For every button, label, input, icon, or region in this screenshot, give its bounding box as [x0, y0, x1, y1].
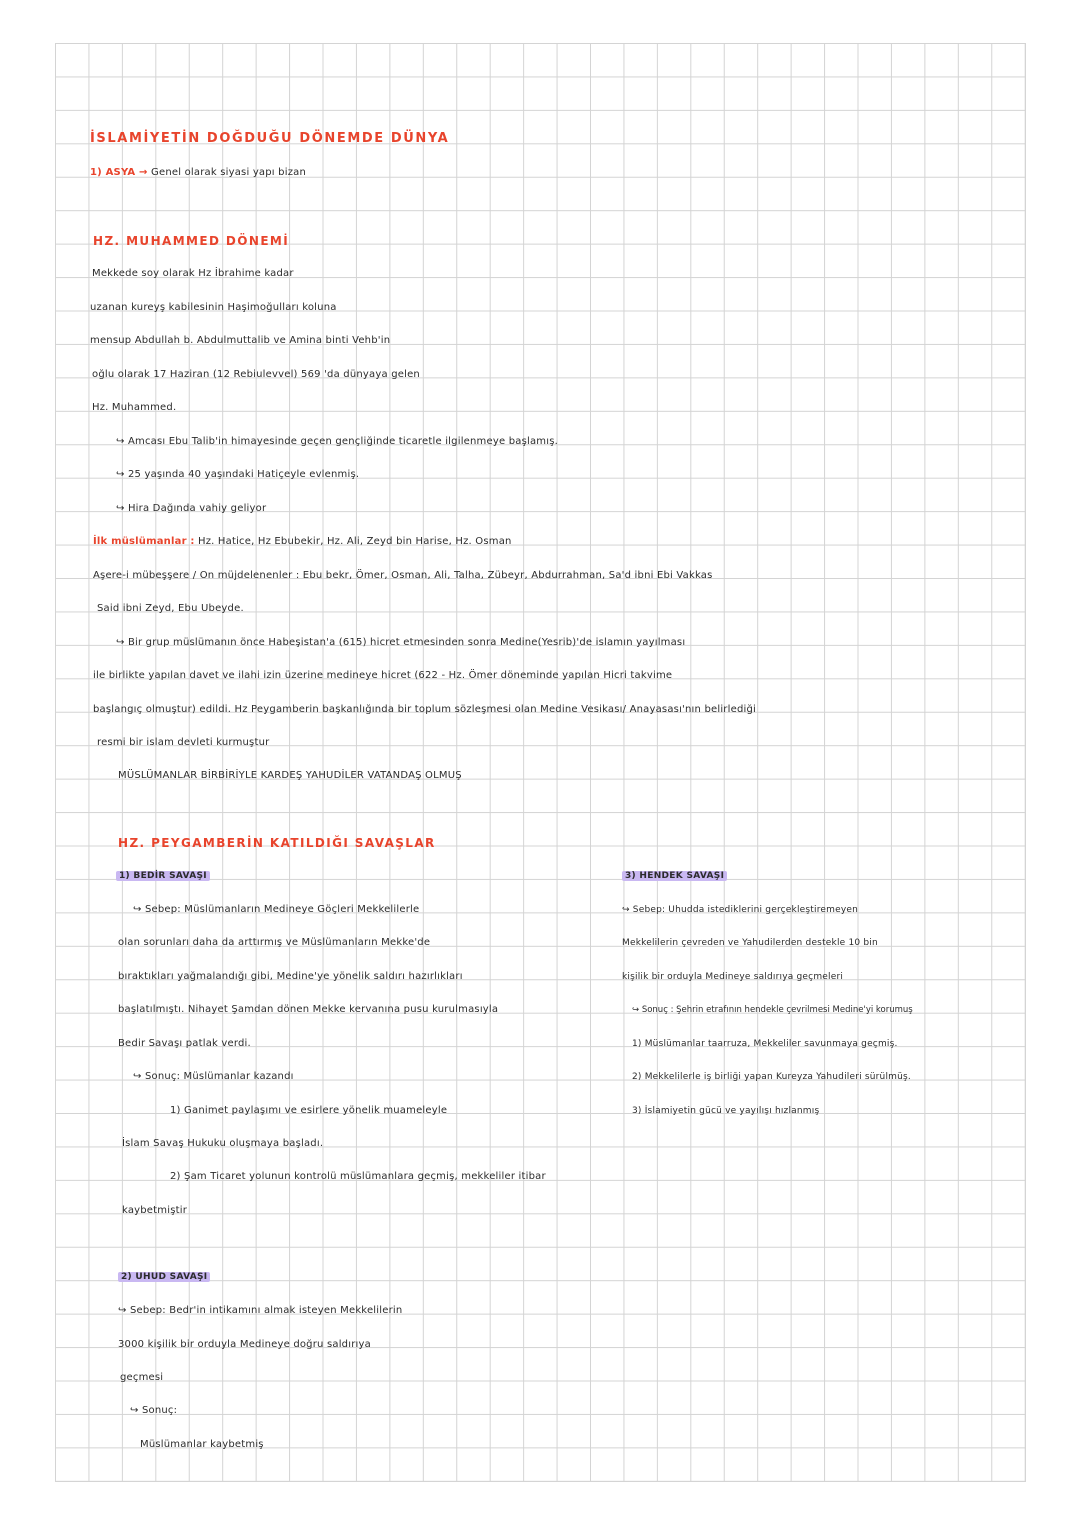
hendek-line: kişilik bir orduyla Medineye saldırıya geçmeleri — [622, 972, 844, 982]
bedir-line: başlatılmıştı. Nihayet Şamdan dönen Mekke kervanına pusu kurulmasıyla — [118, 1004, 499, 1015]
uhud-title: 2) UHUD SAVAŞI — [118, 1272, 210, 1282]
page-title: İSLAMİYETİN DOĞDUĞU DÖNEMDE DÜNYA — [90, 131, 450, 146]
uhud-line: 3000 kişilik bir orduyla Medineye doğru saldırıya — [118, 1339, 371, 1350]
uhud-line: geçmesi — [120, 1372, 164, 1383]
wars-heading: HZ. PEYGAMBERİN KATILDIĞI SAVAŞLAR — [118, 836, 436, 850]
asere-line: Aşere-i mübeşşere / On müjdelenenler : Ebu bekr, Ömer, Osman, Ali, Talha, Zübeyr, Abdurrahman, Sa'd ibni Ebi Vakkas — [93, 570, 713, 581]
bio-line: mensup Abdullah b. Abdulmuttalib ve Amina binti Vehb'in — [90, 335, 391, 346]
bedir-line: 2) Şam Ticaret yolunun kontrolü müslümanlara geçmiş, mekkeliler itibar — [170, 1171, 546, 1182]
bio-line: Mekkede soy olarak Hz İbrahime kadar — [92, 268, 294, 279]
bedir-line: Bedir Savaşı patlak verdi. — [118, 1038, 251, 1049]
ilk-muslumanlar-line — [93, 536, 512, 548]
asya-label: 1) ASYA → — [90, 167, 148, 178]
bedir-line: olan sorunları daha da arttırmış ve Müslümanların Mekke'de — [118, 937, 431, 948]
hicret-line: ile birlikte yapılan davet ve ilahi izin üzerine medineye hicret (622 - Hz. Ömer döneminde yapılan Hicri takvime — [93, 670, 673, 681]
muhammed-heading: HZ. MUHAMMED DÖNEMİ — [93, 234, 290, 248]
asya-text: Genel olarak siyasi yapı bizan — [151, 167, 307, 178]
hendek-line: ↪ Sebep: Uhudda istediklerini gerçekleştiremeyen — [622, 905, 859, 915]
bedir-line: ↪ Sonuç: Müslümanlar kazandı — [133, 1071, 294, 1082]
ilk-muslumanlar-label: İlk müslümanlar : — [93, 536, 195, 547]
hicret-line: başlangıç olmuştur) edildi. Hz Peygamberin başkanlığında bir toplum sözleşmesi olan Medine Vesikası/ Anayasası'nın belirlediği — [93, 704, 756, 715]
bio-bullet: ↪ 25 yaşında 40 yaşındaki Hatiçeyle evlenmiş. — [116, 469, 360, 480]
bio-line: uzanan kureyş kabilesinin Haşimoğulları koluna — [90, 302, 337, 313]
hendek-line: 3) İslamiyetin gücü ve yayılışı hızlanmış — [632, 1106, 820, 1116]
hicret-line: resmi bir islam devleti kurmuştur — [97, 737, 270, 748]
hendek-line: Mekkelilerin çevreden ve Yahudilerden destekle 10 bin — [622, 938, 878, 948]
bedir-line: bıraktıkları yağmalandığı gibi, Medine'ye yönelik saldırı hazırlıkları — [118, 971, 463, 982]
bedir-line: 1) Ganimet paylaşımı ve esirlere yönelik muameleyle — [170, 1105, 448, 1116]
hendek-line: 2) Mekkelilerle iş birliği yapan Kureyza Yahudileri sürülmüş. — [632, 1072, 911, 1082]
bio-bullet: ↪ Hira Dağında vahiy geliyor — [116, 503, 267, 514]
hendek-line: ↪ Sonuç : Şehrin etrafının hendekle çevrilmesi Medine'yi korumuş — [632, 1005, 913, 1015]
uhud-line: ↪ Sebep: Bedr'in intikamını almak isteyen Mekkelilerin — [118, 1305, 403, 1316]
bedir-line: ↪ Sebep: Müslümanların Medineye Göçleri Mekkelilerle — [133, 904, 420, 915]
asere-line: Said ibni Zeyd, Ebu Ubeyde. — [97, 603, 244, 614]
hendek-title: 3) HENDEK SAVAŞI — [622, 871, 727, 881]
asya-line — [90, 167, 306, 179]
hendek-line: 1) Müslümanlar taarruza, Mekkeliler savunmaya geçmiş. — [632, 1039, 898, 1049]
bio-line: oğlu olarak 17 Haziran (12 Rebiulevvel) 569 'da dünyaya gelen — [92, 369, 420, 380]
uhud-line: Müslümanlar kaybetmiş — [140, 1439, 264, 1450]
bedir-title: 1) BEDİR SAVAŞI — [116, 871, 210, 881]
grid-paper — [55, 43, 1026, 1482]
bedir-line: kaybetmiştir — [122, 1205, 188, 1216]
hicret-line: MÜSLÜMANLAR BİRBİRİYLE KARDEŞ YAHUDİLER VATANDAŞ OLMUŞ — [118, 770, 462, 781]
ilk-muslumanlar-text: Hz. Hatice, Hz Ebubekir, Hz. Ali, Zeyd bin Harise, Hz. Osman — [197, 536, 512, 547]
bio-bullet: ↪ Amcası Ebu Talib'in himayesinde geçen gençliğinde ticaretle ilgilenmeye başlamış. — [116, 436, 559, 447]
uhud-line: ↪ Sonuç: — [130, 1405, 178, 1416]
bio-line: Hz. Muhammed. — [92, 402, 177, 413]
hicret-line: ↪ Bir grup müslümanın önce Habeşistan'a (615) hicret etmesinden sonra Medine(Yesrib)'de islamın yayılması — [116, 637, 686, 648]
bedir-line: İslam Savaş Hukuku oluşmaya başladı. — [122, 1138, 324, 1149]
